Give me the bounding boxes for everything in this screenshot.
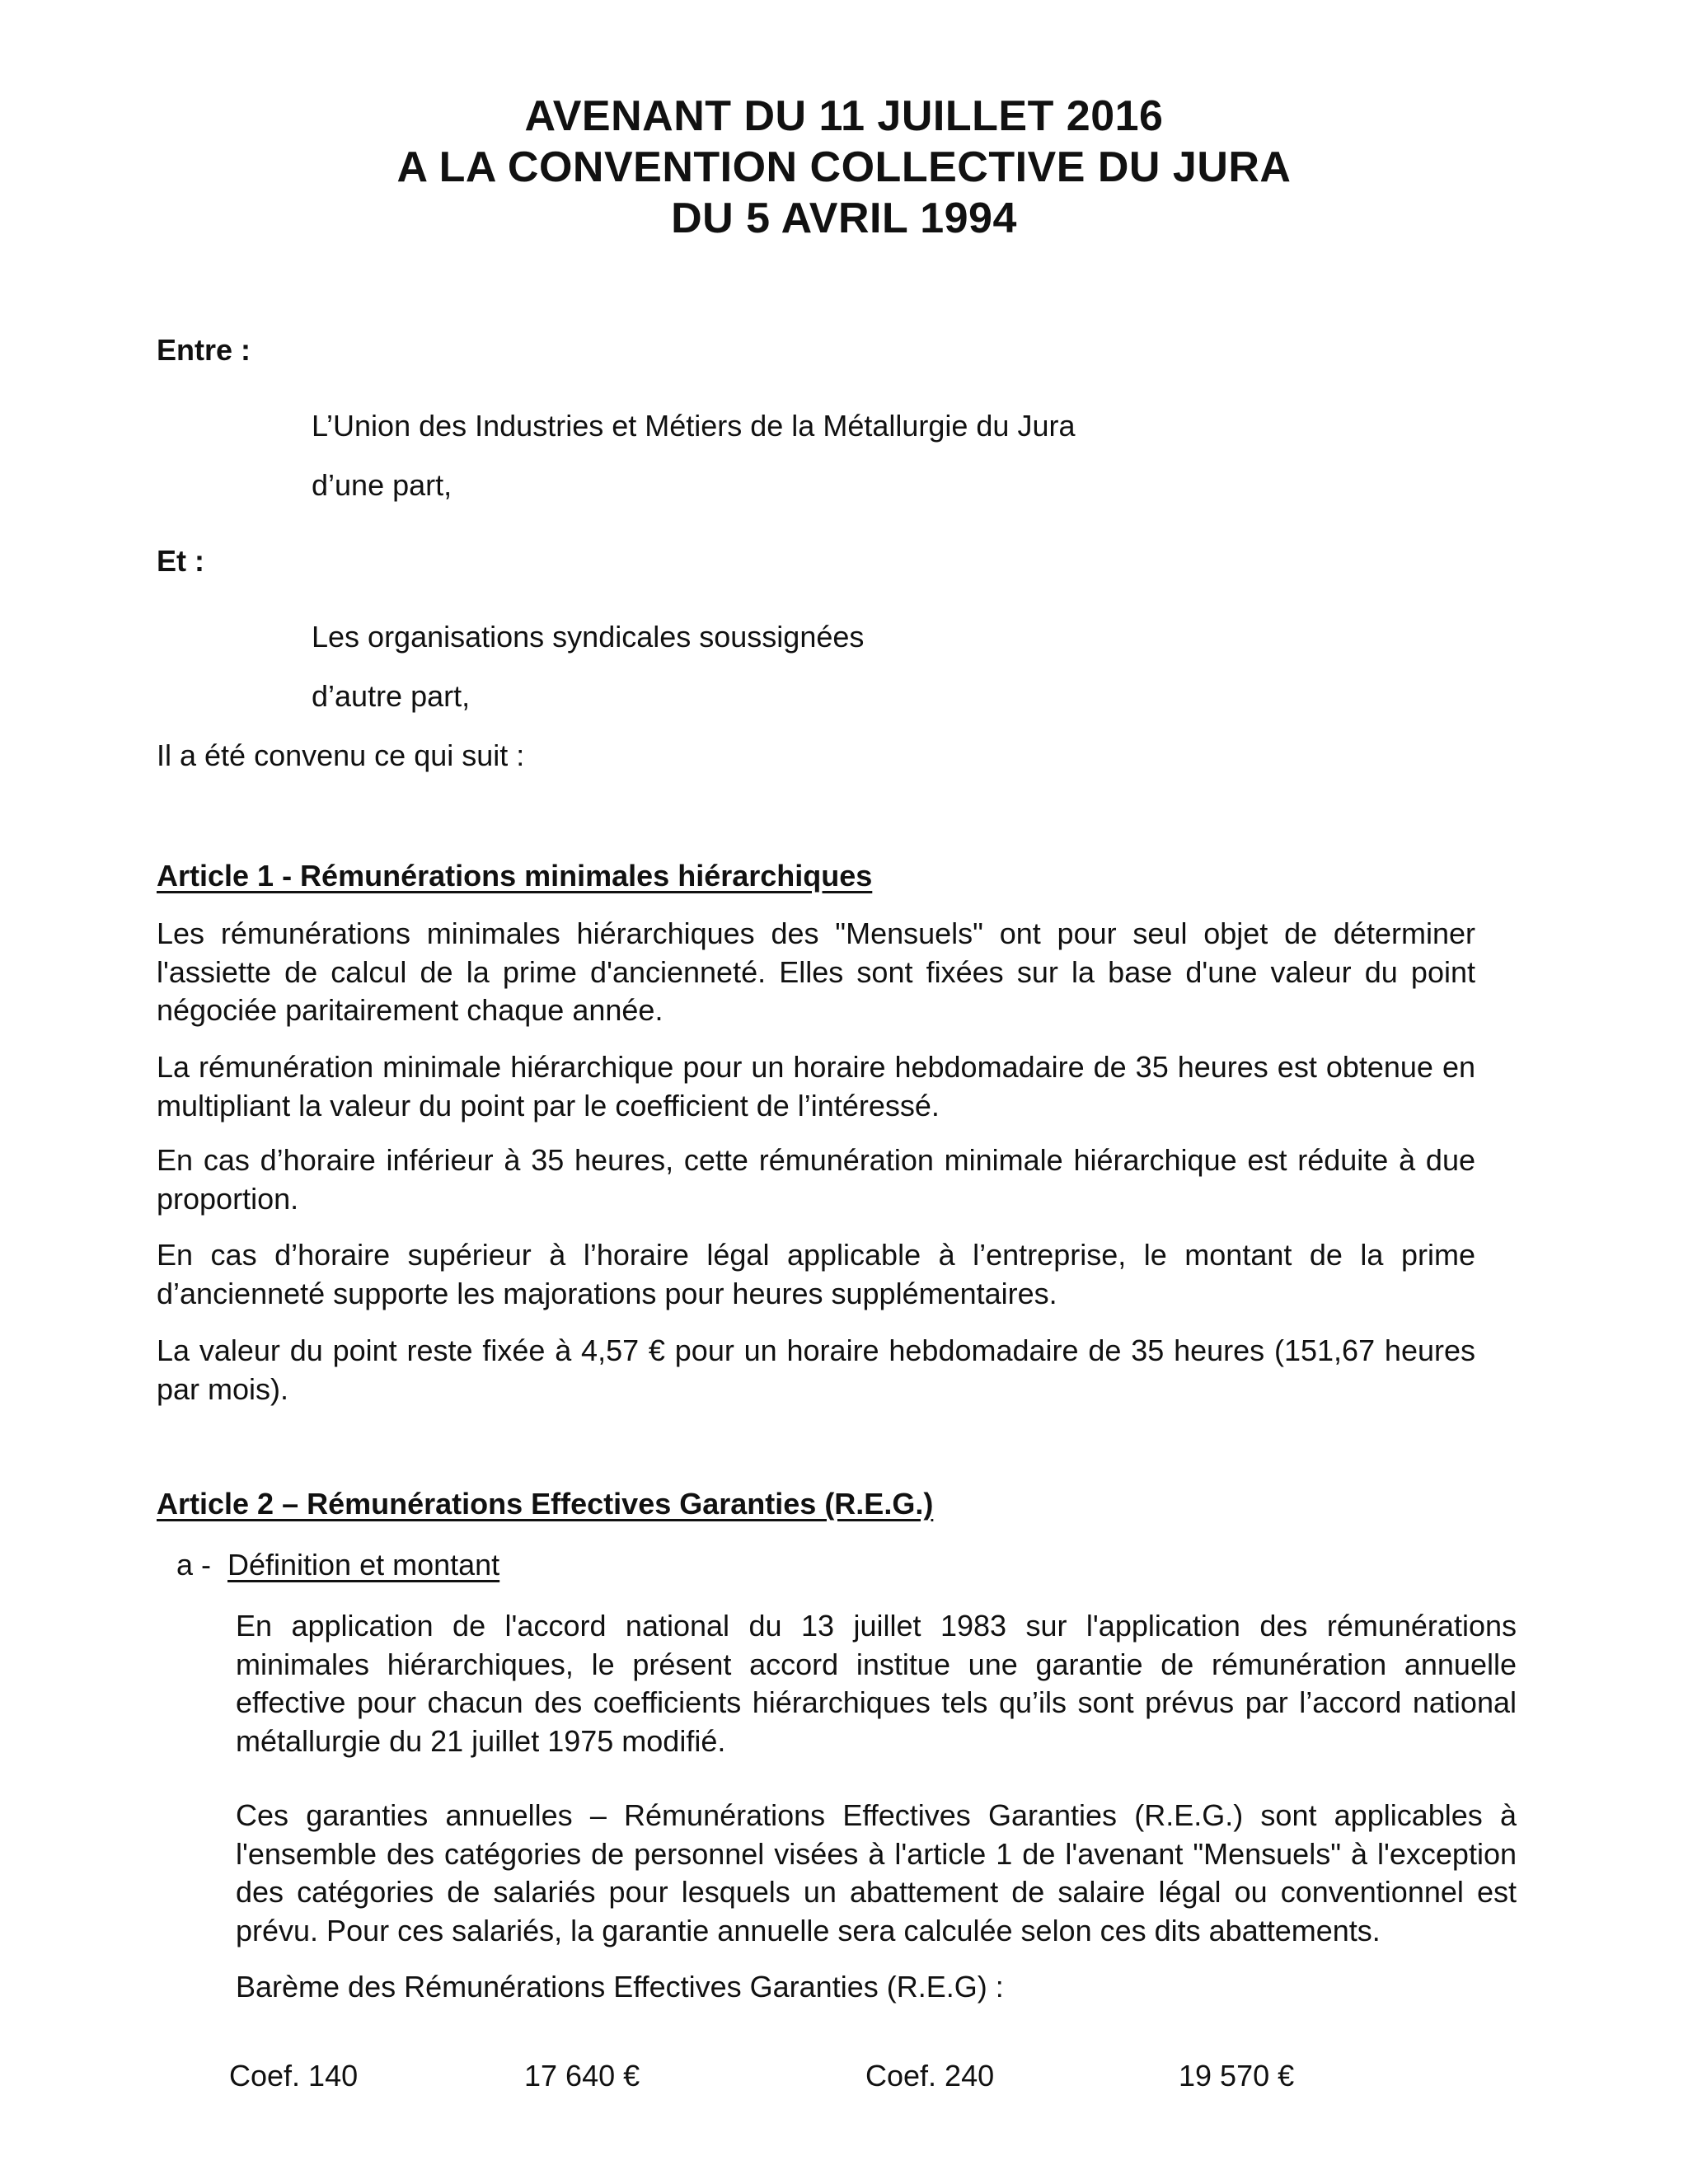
document-title-line-2: A LA CONVENTION COLLECTIVE DU JURA: [396, 143, 1292, 191]
article-2-paragraph-1: En application de l'accord national du 13 juillet 1983 sur l'application des rémunérations minimales hiérarchiques, le présent accord institue une garantie de rémunération annuelle effective pour chacun des coefficients hiérarchiques tels qu’ils sont prévus par l’accord national métallurgie du 21 juillet 1975 modifié.: [236, 1609, 1517, 1758]
article-1-paragraph-2: La rémunération minimale hiérarchique pour un horaire hebdomadaire de 35 heures est obtenue en multipliant la valeur du point par le coefficient de l’intéressé.: [157, 1050, 1475, 1122]
article-1-paragraph-1: Les rémunérations minimales hiérarchiques des "Mensuels" ont pour seul objet de déterminer l'assiette de calcul de la prime d'ancienneté. Elles sont fixées sur la base d'une valeur du point négociée paritairement chaque année.: [157, 916, 1475, 1027]
bareme-coef-left: Coef. 140: [229, 2059, 359, 2093]
party-1-name: L’Union des Industries et Métiers de la Métallurgie du Jura: [312, 409, 1076, 443]
bareme-amount-left: 17 640 €: [524, 2059, 640, 2093]
bareme-amount-right: 19 570 €: [1179, 2059, 1295, 2093]
entre-label: Entre :: [157, 333, 251, 367]
party-2-role: d’autre part,: [312, 679, 471, 713]
bareme-coef-right: Coef. 240: [865, 2059, 995, 2093]
document-title-line-1: AVENANT DU 11 JUILLET 2016: [524, 92, 1164, 140]
document-title-line-3: DU 5 AVRIL 1994: [671, 194, 1017, 242]
agreement-intro: Il a été convenu ce qui suit :: [157, 738, 525, 772]
article-2-paragraph-2: Ces garanties annuelles – Rémunérations Effectives Garanties (R.E.G.) sont applicables à l'ensemble des catégories de personnel visées à l'article 1 de l'avenant "Mensuels" à l'exception des catégories de salariés pour lesquels un abattement de salaire légal ou conventionnel est prévu. Pour ces salariés, la garantie annuelle sera calculée selon ces dits abattements.: [236, 1798, 1517, 1947]
article-1-paragraph-5: La valeur du point reste fixée à 4,57 € pour un horaire hebdomadaire de 35 heures (151,67 heures par mois).: [157, 1333, 1475, 1406]
article-1-paragraph-3: En cas d’horaire inférieur à 35 heures, cette rémunération minimale hiérarchique est réduite à due proportion.: [157, 1143, 1475, 1216]
party-2-name: Les organisations syndicales soussignées: [312, 620, 865, 654]
article-1-paragraph-4: En cas d’horaire supérieur à l’horaire légal applicable à l’entreprise, le montant de la prime d’ancienneté supporte les majorations pour heures supplémentaires.: [157, 1238, 1475, 1310]
et-label: Et :: [157, 544, 204, 578]
party-1-role: d’une part,: [312, 468, 452, 502]
section-a-marker: a -: [176, 1548, 212, 1582]
section-a-title: Définition et montant: [227, 1548, 500, 1582]
bareme-label: Barème des Rémunérations Effectives Garanties (R.E.G) :: [236, 1970, 1004, 2004]
article-1-heading: Article 1 - Rémunérations minimales hiérarchiques: [157, 859, 873, 893]
article-2-heading: Article 2 – Rémunérations Effectives Garanties (R.E.G.): [157, 1487, 934, 1521]
